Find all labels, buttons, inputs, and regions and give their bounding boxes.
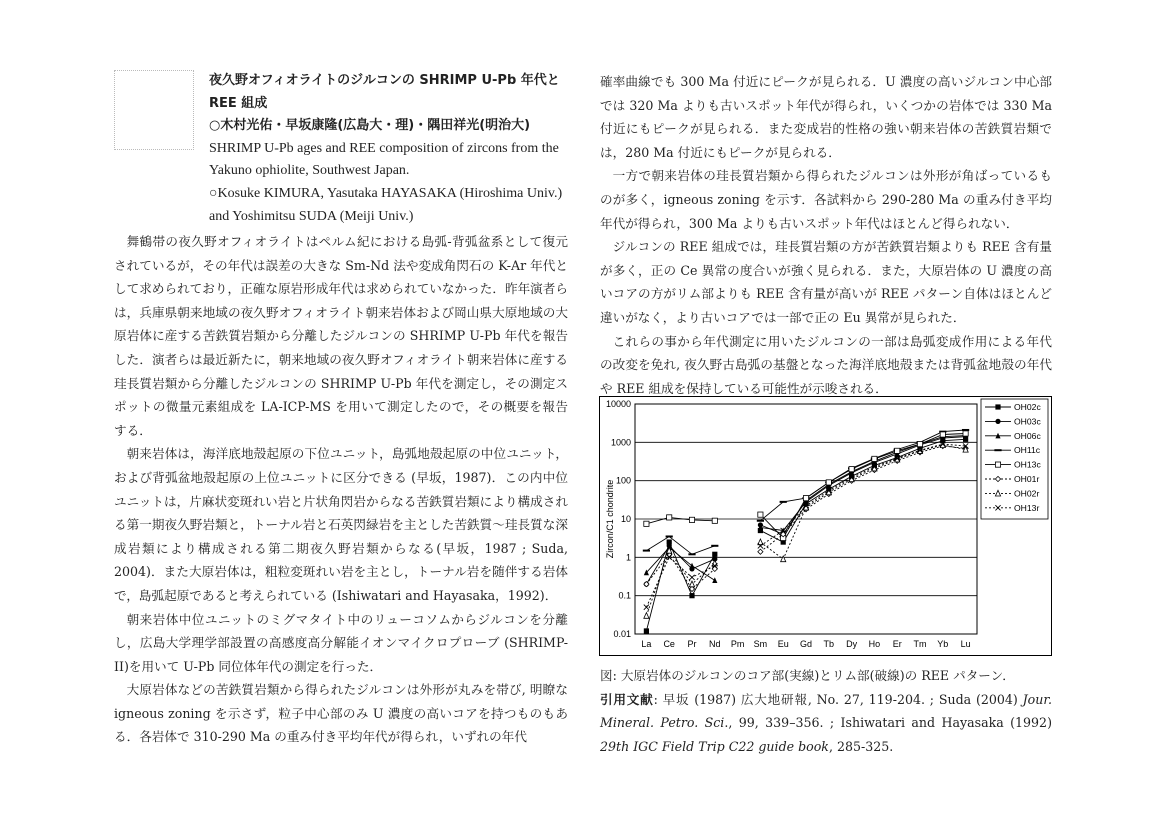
data-point: [895, 448, 900, 453]
data-point: [872, 456, 877, 461]
paragraph: 一方で朝来岩体の珪長質岩類から得られたジルコンは外形が角ばっているものが多く，igneous zoning を示す．各試料から 290-280 Ma の重み付き平均年代が得られ，300 Ma よりも古いスポット年代はほとんど得られない．: [600, 168, 1052, 231]
x-tick-label: Nd: [709, 639, 721, 649]
legend-label: OH11c: [1014, 445, 1041, 456]
data-point: [995, 462, 1000, 467]
ref-journal: Jour. Mineral. Petro. Sci: [600, 691, 1053, 731]
data-point: [644, 628, 649, 633]
data-point: [644, 521, 649, 526]
title-en: SHRIMP U-Pb ages and REE composition of zircons from the Yakuno ophiolite, Southwest Japan.: [209, 140, 559, 179]
y-tick-label: 1000: [610, 437, 631, 448]
x-tick-label: La: [641, 639, 652, 649]
x-tick-label: Lu: [960, 639, 971, 649]
paragraph: 大原岩体などの苦鉄質岩類から得られたジルコンは外形が丸みを帯び, 明瞭な igneous zoning を示さず，粒子中心部のみ U 濃度の高いコアを持つものもある．各岩体で 310-290 Ma の重み付き平均年代が得られ，いずれの年代: [114, 682, 568, 745]
x-tick-label: Yb: [937, 639, 949, 649]
y-tick-label: 1: [625, 552, 631, 563]
left-column: [114, 230, 568, 749]
data-point: [917, 441, 922, 446]
x-tick-label: Eu: [777, 639, 789, 649]
x-tick-label: Pr: [687, 639, 697, 649]
legend-label: OH06c: [1014, 430, 1041, 441]
y-tick-label: 10: [620, 514, 631, 524]
authors-en: ○Kosuke KIMURA, Yasutaka HAYASAKA (Hiroshima Univ.) and Yoshimitsu SUDA (Meiji Univ.): [209, 185, 563, 224]
data-point: [963, 431, 968, 436]
paragraph: 朝来岩体は，海洋底地殻起原の下位ユニット，島弧地殻起原の中位ユニット，および背弧盆地殻起原の上位ユニットに区分できる (早坂，1987)．この内中位ユニットは，片麻状変斑れい岩と片状角閃岩からなる苦鉄質岩類により構成される第一期夜久野岩類と，トーナル岩と石英閃緑岩を主とした苦鉄質〜珪長質な深成岩類により構成される第二期夜久野岩類からなる(早坂，1987 ; Suda, 2004)．また大原岩体は，粗粒変斑れい岩を主とし，トーナル岩を随伴する岩体で，島弧起原であると考えられている (Ishiwatari and Hayasaka，1992)．: [114, 446, 568, 603]
x-tick-label: Ho: [868, 639, 881, 649]
x-tick-label: Sm: [753, 639, 768, 649]
data-point: [940, 432, 945, 437]
right-column: [600, 70, 1052, 400]
data-point: [849, 467, 854, 472]
photo-placeholder: [114, 70, 194, 150]
data-point: [712, 518, 717, 523]
paragraph: 舞鶴帯の夜久野オフィオライトはペルム紀における島弧-背弧盆系として復元されているが，その年代は誤差の大きな Sm-Nd 法や変成角閃石の K-Ar 年代として求められており，正確な原岩形成年代は求められていなかった．昨年演者らは，兵庫県朝来地域の夜久野オフィオライト朝来岩体および岡山県大原地域の大原岩体に産する苦鉄質岩類から分離したジルコンの SHRIMP U-Pb 年代を報告した．演者らは最近新たに，朝来地域の夜久野オフィオライト朝来岩体に産する珪長質岩類から分離したジルコンの SHRIMP U-Pb 年代を測定し，その測定スポットの微量元素組成を LA-ICP-MS を用いて測定したので，その概要を報告する．: [114, 234, 568, 438]
data-point: [995, 404, 1000, 409]
y-tick-label: 0.01: [613, 629, 631, 639]
data-point: [826, 480, 831, 485]
y-tick-label: 10000: [605, 399, 631, 409]
y-tick-label: 0.1: [618, 590, 631, 601]
legend-label: OH13r: [1014, 502, 1040, 513]
x-tick-label: Tb: [823, 639, 835, 649]
paragraph: これらの事から年代測定に用いたジルコンの一部は島弧変成作用による年代の改変を免れ, 夜久野古島弧の基盤となった海洋底地殻または背弧盆地殻の年代や REE 組成を保持している可能性が示唆される．: [600, 333, 1052, 396]
x-tick-label: Ce: [663, 639, 675, 649]
legend-label: OH03c: [1014, 416, 1041, 427]
title-jp: 夜久野オフィオライトのジルコンの SHRIMP U-Pb 年代と REE 組成: [209, 73, 560, 111]
data-point: [689, 593, 694, 598]
x-tick-label: Er: [892, 639, 902, 649]
x-tick-label: Gd: [799, 639, 813, 649]
data-point: [689, 517, 694, 522]
references: [600, 688, 1052, 759]
data-point: [758, 512, 763, 517]
ref-text: , 285-325.: [828, 738, 894, 754]
data-point: [667, 515, 672, 520]
data-point: [712, 552, 717, 557]
legend-label: OH02c: [1014, 402, 1041, 412]
authors-jp: ○木村光佑・早坂康隆(広島大・理)・隅田祥光(明治大): [209, 118, 531, 134]
x-tick-label: Dy: [846, 639, 858, 649]
legend-label: OH01r: [1014, 474, 1040, 484]
paragraph: 確率曲線でも 300 Ma 付近にピークが見られる．U 濃度の高いジルコン中心部では 320 Ma よりも古いスポット年代が得られ，いくつかの岩体では 330 Ma 付近にもピークが見られる．また変成岩的性格の強い朝来岩体の苦鉄質岩類では，280 Ma 付近にもピークが見られる．: [600, 74, 1052, 160]
legend-label: OH13c: [1014, 459, 1041, 470]
paragraph: ジルコンの REE 組成では，珪長質岩類の方が苦鉄質岩類よりも REE 含有量が多く，正の Ce 異常の度合いが強く見られる．また，大原岩体の U 濃度の高いコアの方がリム部よりも REE 含有量が高いが REE パターン自体はほとんど違いがなく，より古いコアでは一部で正の Eu 異常が見られた．: [600, 239, 1052, 325]
legend-label: OH02r: [1014, 488, 1040, 499]
references-label: 引用文献: [600, 691, 654, 707]
y-tick-label: 100: [615, 475, 631, 486]
x-tick-label: Pm: [730, 639, 745, 649]
ree-chart-svg: [599, 396, 1052, 656]
data-point: [803, 496, 808, 501]
ref-text: : 早坂 (1987) 広大地研報, No. 27, 119-204. ; Suda (2004): [653, 691, 1023, 707]
ree-chart: [599, 396, 1052, 656]
y-axis-label: Zircon/C1 chondrite: [605, 479, 615, 559]
abstract-header: [209, 70, 574, 228]
figure-caption-block: [600, 664, 1052, 758]
ref-guidebook: 29th IGC Field Trip C22 guide book: [600, 738, 829, 754]
ref-text: ., 99, 339–356. ; Ishiwatari and Hayasaka (1992): [724, 715, 1052, 731]
data-point: [995, 419, 1000, 424]
figure-caption: 図: 大原岩体のジルコンのコア部(実線)とリム部(破線)の REE パターン．: [600, 668, 1015, 683]
x-tick-label: Tm: [913, 639, 927, 649]
paragraph: 朝来岩体中位ユニットのミグマタイト中のリューコソムからジルコンを分離し，広島大学理学部設置の高感度高分解能イオンマイクロプローブ (SHRIMP-II)を用いて U-Pb 同位体年代の測定を行った．: [114, 611, 568, 674]
